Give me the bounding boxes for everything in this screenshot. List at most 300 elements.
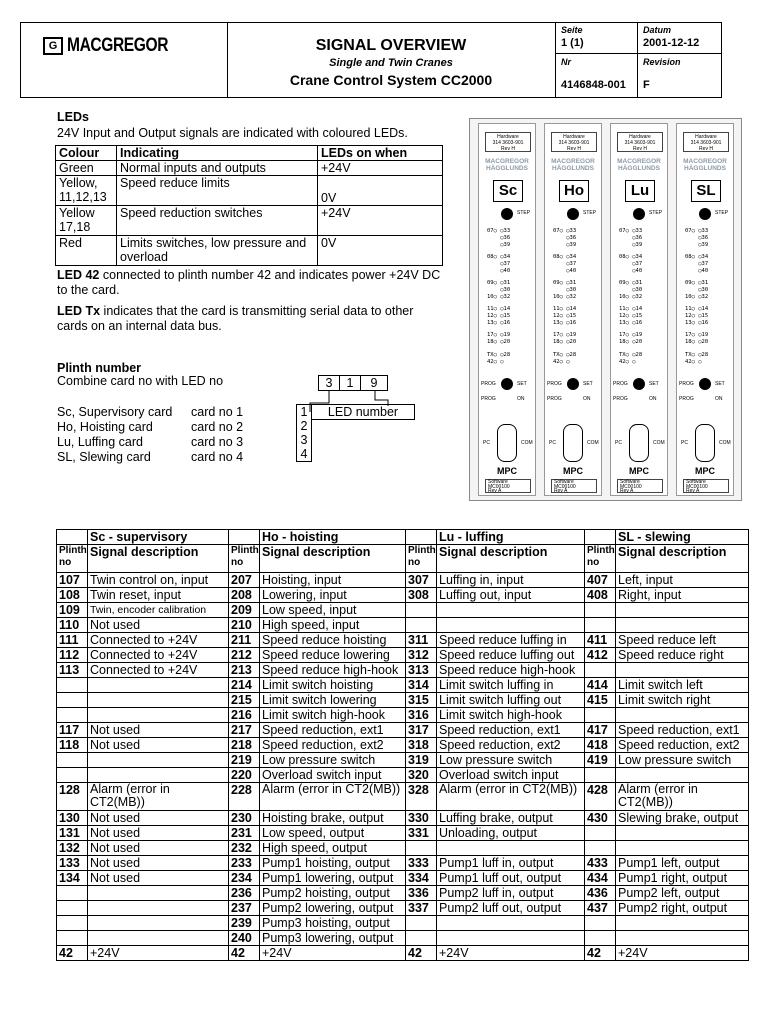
software-label — [683, 479, 729, 493]
plinth-number: 437 — [585, 901, 616, 916]
signal-description: Speed reduce high-hook — [260, 663, 406, 678]
led-on-when: +24V — [318, 206, 443, 236]
signal-description: Alarm (error in CT2(MB)) — [260, 783, 406, 811]
hardware-label — [551, 132, 597, 152]
plinth-number: 108 — [57, 588, 88, 603]
table-row — [56, 206, 443, 236]
led-group: 11○ ○14 12○ ○15 13○ ○16 — [619, 306, 643, 326]
com-label: COM — [587, 440, 599, 446]
signal-description: Speed reduce left — [616, 633, 749, 648]
table-row — [57, 618, 749, 633]
signal-description: Speed reduction, ext1 — [260, 723, 406, 738]
signal-description: Twin reset, input — [88, 588, 229, 603]
table-row — [57, 708, 749, 723]
plinth-number: 412 — [585, 648, 616, 663]
plinth-number: 42 — [406, 946, 437, 961]
led-on-when: 0V — [318, 236, 443, 266]
step-label: STEP — [649, 210, 663, 216]
signal-description: Pump2 right, output — [616, 901, 749, 916]
led42-note — [57, 268, 447, 298]
plinth-number: 414 — [585, 678, 616, 693]
signal-description: Pump1 left, output — [616, 856, 749, 871]
signal-description: Pump3 hoisting, output — [260, 916, 406, 931]
plinth-number: 211 — [229, 633, 260, 648]
plinth-number — [57, 886, 88, 901]
signal-description — [88, 753, 229, 768]
plinth-number — [57, 768, 88, 783]
signal-description: Limit switch high-hook — [260, 708, 406, 723]
led-indicating: Speed reduce limits — [117, 176, 318, 206]
io-card — [610, 123, 668, 496]
plinth-number — [585, 603, 616, 618]
led-group: 11○ ○14 12○ ○15 13○ ○16 — [685, 306, 709, 326]
signal-description — [88, 678, 229, 693]
signal-description: Unloading, output — [437, 826, 585, 841]
plinth-number: 317 — [406, 723, 437, 738]
signal-description: Pump2 luff out, output — [437, 901, 585, 916]
plinth-number: 228 — [229, 783, 260, 811]
signal-description: Limit switch high-hook — [437, 708, 585, 723]
plinth-number: 315 — [406, 693, 437, 708]
step-button-icon — [501, 208, 513, 220]
table-row — [57, 678, 749, 693]
plinth-number: 239 — [229, 916, 260, 931]
software-label — [551, 479, 597, 493]
plinth-number: 230 — [229, 811, 260, 826]
led-group: 09○ ○31 ○30 10○ ○32 — [619, 280, 643, 300]
revision-label: Revision — [643, 57, 681, 67]
table-row — [57, 826, 749, 841]
brand-text: MACGREGOR — [551, 158, 595, 165]
on-label: ON — [517, 396, 525, 402]
plinth-number: 209 — [229, 603, 260, 618]
plinth-number: 419 — [585, 753, 616, 768]
plinth-header: Plinth no — [229, 545, 260, 573]
plinth-number — [585, 618, 616, 633]
signal-description: Alarm (error in CT2(MB)) — [437, 783, 585, 811]
plinth-number: 132 — [57, 841, 88, 856]
signal-description: Limit switch right — [616, 693, 749, 708]
table-row — [57, 856, 749, 871]
plinth-number: 216 — [229, 708, 260, 723]
card-code: Lu — [625, 180, 655, 202]
led-on-when: +24V — [318, 161, 443, 176]
step-label: STEP — [583, 210, 597, 216]
plinth-number: 133 — [57, 856, 88, 871]
signal-description: Twin, encoder calibration — [88, 603, 229, 618]
step-button-icon — [699, 208, 711, 220]
plinth-number: 207 — [229, 573, 260, 588]
signal-description — [88, 931, 229, 946]
plinth-number: 408 — [585, 588, 616, 603]
plinth-number: 131 — [57, 826, 88, 841]
desc-header: Signal description — [437, 545, 585, 573]
io-card — [676, 123, 734, 496]
signal-description: Pump3 lowering, output — [260, 931, 406, 946]
led-group: 09○ ○31 ○30 10○ ○32 — [553, 280, 577, 300]
nr-value: 4146848-001 — [561, 79, 626, 91]
signal-description: Speed reduce hoisting — [260, 633, 406, 648]
signal-description: Overload switch input — [260, 768, 406, 783]
com-label: COM — [719, 440, 731, 446]
hardware-text: Rev H — [567, 146, 581, 152]
signal-description — [616, 916, 749, 931]
nr-label: Nr — [561, 57, 572, 67]
software-text: Rev A — [488, 488, 502, 494]
table-row — [57, 901, 749, 916]
led-indicating: Limits switches, low pressure and overload — [117, 236, 318, 266]
signal-description: Luffing out, input — [437, 588, 585, 603]
plinth-number: 110 — [57, 618, 88, 633]
plinth-number: 316 — [406, 708, 437, 723]
signal-description: Speed reduction, ext2 — [437, 738, 585, 753]
card-brand — [611, 158, 667, 172]
system-name: Crane Control System CC2000 — [289, 72, 493, 88]
set-label: SET — [517, 381, 527, 387]
example-digit: 3 — [318, 375, 340, 391]
brand-text: HÄGGLUNDS — [486, 165, 528, 172]
signal-description: Speed reduce luffing out — [437, 648, 585, 663]
hardware-text: Rev H — [501, 146, 515, 152]
software-text: MC00100 — [686, 483, 708, 490]
plinth-number: 213 — [229, 663, 260, 678]
plinth-number: 212 — [229, 648, 260, 663]
card-rack-illustration — [469, 118, 742, 501]
pc-label: PC — [483, 440, 490, 446]
signal-description: High speed, input — [260, 618, 406, 633]
led-group: 17○ ○19 18○ ○20 — [553, 332, 577, 345]
set-label: SET — [583, 381, 593, 387]
table-row — [57, 871, 749, 886]
signal-description — [437, 916, 585, 931]
table-row — [57, 723, 749, 738]
signal-description: Speed reduce lowering — [260, 648, 406, 663]
plinth-header: Plinth no — [585, 545, 616, 573]
table-row — [57, 633, 749, 648]
mpc-label: MPC — [629, 466, 649, 476]
prog-label: PROG — [679, 396, 694, 402]
plinth-number: 208 — [229, 588, 260, 603]
signal-description: Right, input — [616, 588, 749, 603]
com-label: COM — [521, 440, 533, 446]
document-title: SIGNAL OVERVIEW — [315, 37, 467, 54]
prog-label: PROG — [481, 396, 496, 402]
table-row — [57, 648, 749, 663]
table-row — [56, 161, 443, 176]
hardware-text: Hardware — [497, 134, 519, 140]
hardware-text: 314 3603-901 — [492, 140, 524, 146]
signal-description: Connected to +24V — [88, 633, 229, 648]
plinth-number — [57, 901, 88, 916]
led-colour: Yellow, 11,12,13 — [56, 176, 117, 206]
prog-button-icon — [567, 378, 579, 390]
plinth-number: 415 — [585, 693, 616, 708]
serial-port-icon — [629, 424, 649, 462]
set-label: SET — [649, 381, 659, 387]
software-text: Software — [554, 479, 574, 485]
signal-description — [616, 603, 749, 618]
signal-description — [616, 768, 749, 783]
plinth-number — [406, 618, 437, 633]
signal-description: Pump2 luff in, output — [437, 886, 585, 901]
led-group: TX○ ○28 42○ ○ — [685, 352, 709, 365]
prog-label: PROG — [613, 396, 628, 402]
plinth-header: Plinth no — [406, 545, 437, 573]
led-group: 09○ ○31 ○30 10○ ○32 — [685, 280, 709, 300]
plinth-number: 134 — [57, 871, 88, 886]
led-number-label: LED number — [311, 404, 415, 420]
table-row — [57, 841, 749, 856]
led-group: 07○ ○33 ○36 ○39 — [553, 228, 577, 248]
hardware-text: Hardware — [695, 134, 717, 140]
software-text: Rev A — [620, 488, 634, 494]
plinth-number: 428 — [585, 783, 616, 811]
software-text: Rev A — [686, 488, 700, 494]
mpc-label: MPC — [695, 466, 715, 476]
software-text: MC00100 — [620, 483, 642, 490]
plinth-number: 107 — [57, 573, 88, 588]
plinth-heading: Plinth number — [57, 361, 142, 375]
plinth-number: 411 — [585, 633, 616, 648]
signal-description: Not used — [88, 811, 229, 826]
card-brand — [677, 158, 733, 172]
card-brand — [479, 158, 535, 172]
plinth-number: 113 — [57, 663, 88, 678]
card-code: Ho — [559, 180, 589, 202]
led-group: 07○ ○33 ○36 ○39 — [619, 228, 643, 248]
brand-text: MACGREGOR — [683, 158, 727, 165]
signal-description: Slewing brake, output — [616, 811, 749, 826]
table-row — [56, 176, 443, 206]
card-no: 1 — [300, 405, 308, 419]
table-row — [57, 693, 749, 708]
signal-description: Low speed, output — [260, 826, 406, 841]
plinth-number: 214 — [229, 678, 260, 693]
prog-label: PROG — [547, 396, 562, 402]
plinth-number: 328 — [406, 783, 437, 811]
signal-description: Low pressure switch — [437, 753, 585, 768]
signal-description: +24V — [616, 946, 749, 961]
led-color-table — [55, 145, 443, 266]
signal-description: Left, input — [616, 573, 749, 588]
led42-label: LED 42 — [57, 268, 100, 282]
plinth-number: 215 — [229, 693, 260, 708]
signal-description: Limit switch luffing out — [437, 693, 585, 708]
card-number: card no 2 — [191, 420, 244, 434]
signal-description — [88, 901, 229, 916]
signal-description — [437, 618, 585, 633]
plinth-number: 418 — [585, 738, 616, 753]
table-row — [56, 236, 443, 266]
leds-intro: 24V Input and Output signals are indicated with coloured LEDs. — [57, 126, 408, 140]
com-label: COM — [653, 440, 665, 446]
signal-description: Speed reduce high-hook — [437, 663, 585, 678]
plinth-header: Plinth no — [57, 545, 88, 573]
plinth-number — [585, 663, 616, 678]
plinth-number: 236 — [229, 886, 260, 901]
signal-description: Alarm (error in CT2(MB)) — [616, 783, 749, 811]
plinth-number: 308 — [406, 588, 437, 603]
mpc-label: MPC — [563, 466, 583, 476]
signal-description — [616, 663, 749, 678]
datum-value: 2001-12-12 — [643, 37, 700, 49]
brand-text: MACGREGOR — [617, 158, 661, 165]
plinth-number — [406, 931, 437, 946]
signal-description: Alarm (error in CT2(MB)) — [88, 783, 229, 811]
prog-button-icon — [699, 378, 711, 390]
card-name: Sc, Supervisory card — [57, 405, 173, 419]
logo-text: MACGREGOR — [67, 35, 169, 56]
card-name: Ho, Hoisting card — [57, 420, 153, 434]
prog-label: PROG — [481, 381, 496, 387]
step-button-icon — [633, 208, 645, 220]
signal-description: Luffing brake, output — [437, 811, 585, 826]
plinth-number: 319 — [406, 753, 437, 768]
software-text: Rev A — [554, 488, 568, 494]
plinth-number: 417 — [585, 723, 616, 738]
brand-text: MACGREGOR — [485, 158, 529, 165]
signal-description: Speed reduction, ext2 — [260, 738, 406, 753]
company-logo — [43, 35, 190, 57]
card-name: SL, Slewing card — [57, 450, 151, 464]
plinth-number: 234 — [229, 871, 260, 886]
table-row — [57, 588, 749, 603]
signal-description: Hoisting, input — [260, 573, 406, 588]
card-number: card no 1 — [191, 405, 244, 419]
card-code: SL — [691, 180, 721, 202]
card-name: Lu, Luffing card — [57, 435, 143, 449]
signal-description: +24V — [437, 946, 585, 961]
plinth-number: 220 — [229, 768, 260, 783]
desc-header: Signal description — [616, 545, 749, 573]
led42-text: connected to plinth number 42 and indicates power +24V DC to the card. — [57, 268, 441, 297]
plinth-number — [57, 753, 88, 768]
plinth-number: 217 — [229, 723, 260, 738]
plinth-number: 118 — [57, 738, 88, 753]
group-header: SL - slewing — [616, 530, 749, 545]
plinth-number: 42 — [57, 946, 88, 961]
signal-description: Lowering, input — [260, 588, 406, 603]
signal-description: +24V — [88, 946, 229, 961]
plinth-number: 231 — [229, 826, 260, 841]
plinth-number: 436 — [585, 886, 616, 901]
plinth-number: 42 — [585, 946, 616, 961]
signal-description: Not used — [88, 738, 229, 753]
card-no: 3 — [300, 433, 308, 447]
signal-description: Pump1 hoisting, output — [260, 856, 406, 871]
signal-description — [88, 708, 229, 723]
led-group: 08○ ○34 ○37 ○40 — [619, 254, 643, 274]
plinth-number: 333 — [406, 856, 437, 871]
signal-description — [88, 693, 229, 708]
led-indicating: Speed reduction switches — [117, 206, 318, 236]
brand-text: HÄGGLUNDS — [618, 165, 660, 172]
card-number-column — [296, 404, 312, 462]
software-label — [485, 479, 531, 493]
led-group: 09○ ○31 ○30 10○ ○32 — [487, 280, 511, 300]
plinth-number — [585, 841, 616, 856]
plinth-number: 42 — [229, 946, 260, 961]
plinth-number: 320 — [406, 768, 437, 783]
plinth-number: 218 — [229, 738, 260, 753]
plinth-number — [406, 603, 437, 618]
plinth-number: 109 — [57, 603, 88, 618]
plinth-number — [585, 916, 616, 931]
led-col-header: Colour — [56, 146, 117, 161]
card-no: 4 — [300, 447, 308, 461]
plinth-number: 128 — [57, 783, 88, 811]
plinth-number: 330 — [406, 811, 437, 826]
plinth-number: 219 — [229, 753, 260, 768]
io-card — [544, 123, 602, 496]
table-row — [57, 753, 749, 768]
card-code: Sc — [493, 180, 523, 202]
signal-description — [616, 931, 749, 946]
plinth-number: 111 — [57, 633, 88, 648]
plinth-number: 130 — [57, 811, 88, 826]
signal-description — [437, 603, 585, 618]
signal-description — [437, 841, 585, 856]
table-row — [57, 916, 749, 931]
card-brand — [545, 158, 601, 172]
step-label: STEP — [715, 210, 729, 216]
table-row — [57, 738, 749, 753]
led-col-header: Indicating — [117, 146, 318, 161]
signal-description: Not used — [88, 723, 229, 738]
plinth-number — [406, 916, 437, 931]
step-button-icon — [567, 208, 579, 220]
led-group: 08○ ○34 ○37 ○40 — [685, 254, 709, 274]
plinth-number — [585, 931, 616, 946]
plinth-number: 307 — [406, 573, 437, 588]
software-text: MC00100 — [488, 483, 510, 490]
plinth-number: 433 — [585, 856, 616, 871]
signal-description: Not used — [88, 841, 229, 856]
led-group: TX○ ○28 42○ ○ — [619, 352, 643, 365]
revision-value: F — [643, 79, 650, 91]
software-text: Software — [686, 479, 706, 485]
signal-description — [88, 768, 229, 783]
hardware-label — [683, 132, 729, 152]
software-text: Software — [620, 479, 640, 485]
signal-description: Speed reduction, ext1 — [616, 723, 749, 738]
brand-text: HÄGGLUNDS — [552, 165, 594, 172]
plinth-number — [57, 708, 88, 723]
plinth-number — [57, 678, 88, 693]
hardware-label — [485, 132, 531, 152]
seite-label: Seite — [561, 25, 583, 35]
logo-mark-icon: G — [43, 37, 63, 55]
example-digit: 9 — [360, 375, 388, 391]
signal-description — [437, 931, 585, 946]
mpc-label: MPC — [497, 466, 517, 476]
signal-description: Pump1 luff out, output — [437, 871, 585, 886]
plinth-number: 334 — [406, 871, 437, 886]
plinth-number: 240 — [229, 931, 260, 946]
prog-button-icon — [501, 378, 513, 390]
signal-description: Low pressure switch — [616, 753, 749, 768]
hardware-text: Hardware — [563, 134, 585, 140]
datum-label: Datum — [643, 25, 672, 35]
table-row — [57, 811, 749, 826]
plinth-number: 407 — [585, 573, 616, 588]
table-row — [57, 663, 749, 678]
io-card — [478, 123, 536, 496]
signal-description: Speed reduce luffing in — [437, 633, 585, 648]
led-group: TX○ ○28 42○ ○ — [553, 352, 577, 365]
table-row — [57, 783, 749, 811]
software-label — [617, 479, 663, 493]
